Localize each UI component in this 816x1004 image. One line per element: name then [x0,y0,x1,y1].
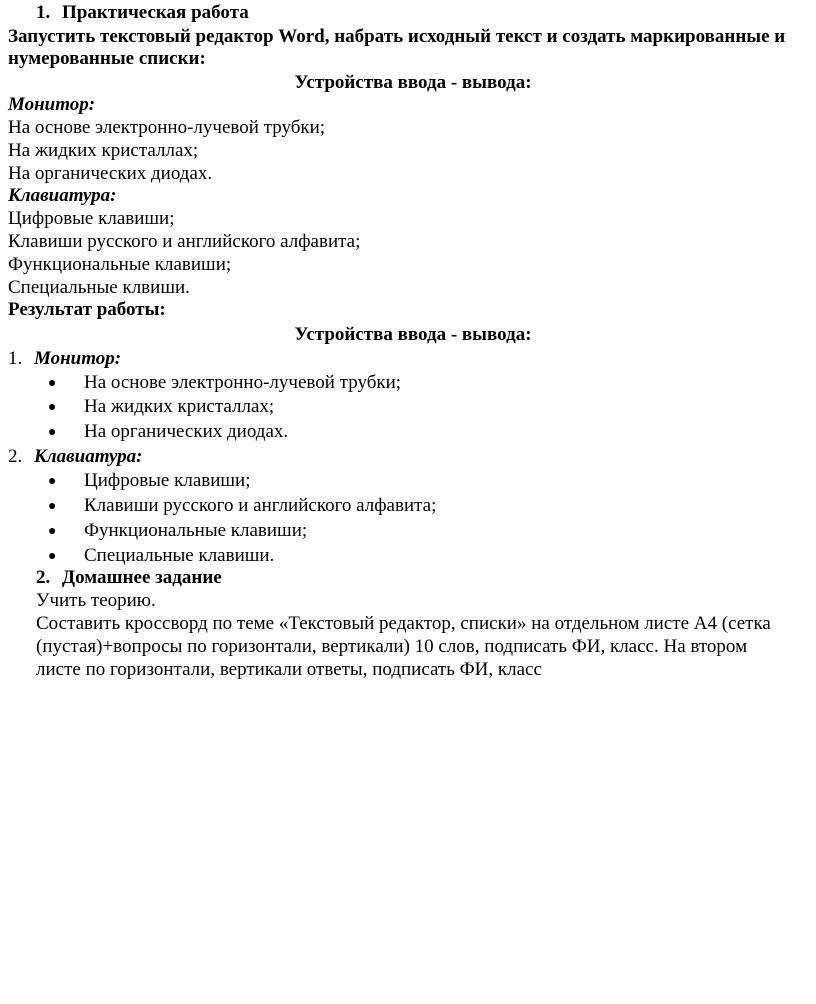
source-monitor-item: На жидких кристаллах; [8,140,199,161]
bullet-item [48,520,307,543]
bullet-text: Цифровые клавиши; [84,470,251,491]
section2-title: Домашнее задание [62,567,222,588]
result-label: Результат работы: [8,299,166,320]
list-number: 1. [8,348,23,369]
list-label: Монитор: [34,348,122,369]
source-keyboard-item: Функциональные клавиши; [8,254,232,275]
result-list-item-monitor [8,348,121,370]
bullet-item [48,396,274,419]
bullet-item [48,470,250,493]
source-keyboard-item: Специальные клвиши. [8,277,190,298]
source-monitor-label: Монитор: [8,94,96,115]
bullet-icon: ● [48,474,57,489]
bullet-text: Клавиши русского и английского алфавита; [84,495,437,516]
source-keyboard-label: Клавиатура: [8,185,117,206]
bullet-item [48,421,288,444]
bullet-icon: ● [48,400,57,415]
bullet-text: На органических диодах. [84,421,289,442]
homework-line-2: Составить кроссворд по теме «Текстовый редактор, списки» на отдельном листе А4 (сетка [36,613,771,634]
source-monitor-item: На основе электронно-лучевой трубки; [8,117,326,138]
source-keyboard-item: Цифровые клавиши; [8,208,175,229]
homework-line-1: Учить теорию. [36,590,156,611]
section1-title: Практическая работа [62,2,249,23]
bullet-item [48,495,436,518]
bullet-text: На основе электронно-лучевой трубки; [84,372,402,393]
list-label: Клавиатура: [34,446,143,467]
section2-number: 2. [36,567,51,588]
bullet-icon: ● [48,425,57,440]
source-monitor-item: На органических диодах. [8,163,213,184]
homework-line-3: (пустая)+вопросы по горизонтали, вертикали) 10 слов, подписать ФИ, класс. На втором [36,636,748,657]
list-number: 2. [8,446,23,467]
source-keyboard-item: Клавиши русского и английского алфавита; [8,231,361,252]
bullet-icon: ● [48,499,57,514]
section1-heading [36,2,249,24]
bullet-text: Функциональные клавиши; [84,520,308,541]
task-line-1: Запустить текстовый редактор Word, набрать исходный текст и создать маркированные и [8,26,786,47]
source-heading: Устройства ввода - вывода: [294,72,532,93]
bullet-item [48,545,274,568]
homework-line-4: листе по горизонтали, вертикали ответы, подписать ФИ, класс [36,659,542,680]
bullet-icon: ● [48,524,57,539]
bullet-text: На жидких кристаллах; [84,396,275,417]
result-list-item-keyboard [8,446,143,468]
result-heading: Устройства ввода - вывода: [294,324,532,345]
section2-heading [36,567,222,589]
task-line-2: нумерованные списки: [8,48,206,69]
section1-number: 1. [36,2,51,23]
bullet-text: Специальные клавиши. [84,545,275,566]
bullet-item [48,372,401,395]
bullet-icon: ● [48,549,57,564]
bullet-icon: ● [48,376,57,391]
